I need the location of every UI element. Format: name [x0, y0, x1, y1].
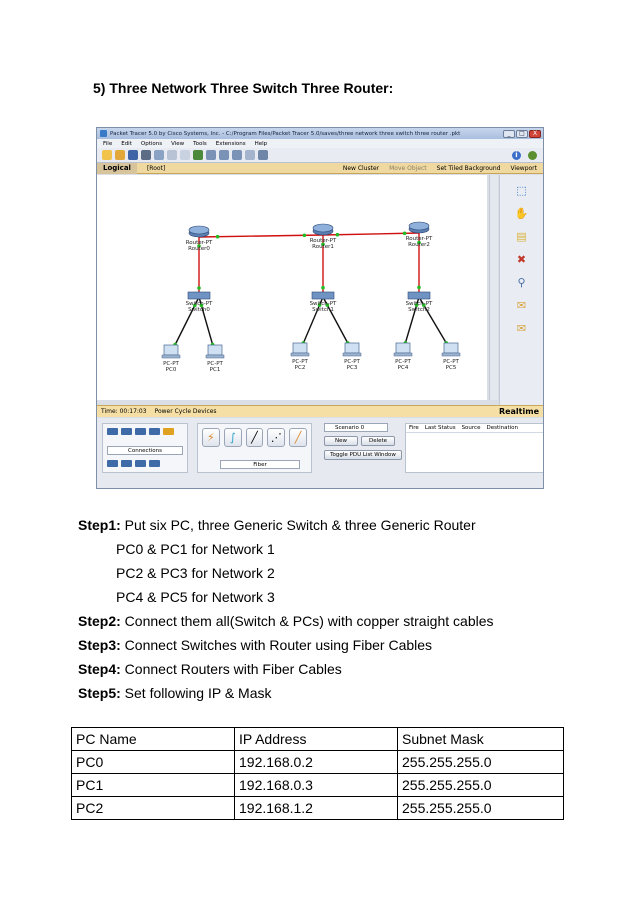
copper-straight-icon[interactable]: ╱	[246, 428, 264, 447]
zoom-out-icon[interactable]	[232, 150, 242, 160]
custom-devices-category-icon[interactable]	[135, 460, 146, 467]
port-indicator	[403, 232, 407, 236]
delete-icon[interactable]: ✖	[516, 253, 527, 266]
router-top	[409, 222, 429, 230]
new-cluster-button[interactable]: New Cluster	[342, 164, 380, 172]
add-complex-pdu-icon[interactable]: ✉	[516, 322, 527, 335]
menu-tools[interactable]: Tools	[193, 140, 207, 147]
window-titlebar	[97, 128, 543, 139]
switch-icon	[312, 292, 334, 299]
port-indicator	[336, 233, 340, 237]
ip-address-table	[71, 727, 564, 820]
menu-bar	[97, 139, 543, 148]
pc-icon	[164, 345, 178, 355]
zoom-reset-icon[interactable]	[219, 150, 229, 160]
connections-category-icon[interactable]	[163, 428, 174, 435]
move-object-button[interactable]: Move Object	[389, 164, 427, 172]
pc-name-label: PC4	[397, 365, 409, 371]
cell-subnet-mask: 255.255.255.0	[398, 774, 564, 797]
maximize-button[interactable]: □	[516, 130, 528, 138]
canvas-scrollbar[interactable]	[489, 175, 498, 400]
header-pc-name: PC Name	[72, 728, 235, 751]
root-label[interactable]: [Root]	[146, 164, 166, 172]
switch-name-label: Switch0	[188, 307, 210, 313]
col-last-status: Last Status	[424, 425, 456, 431]
move-hand-icon[interactable]: ✋	[514, 207, 529, 220]
switch-type-label: Switch-PT	[185, 301, 213, 307]
scenario-select[interactable]: Scenario 0	[324, 423, 388, 432]
bottom-panel	[97, 418, 544, 489]
router-top	[313, 224, 333, 232]
main-toolbar	[97, 148, 543, 163]
port-indicator	[321, 286, 325, 290]
switch-type-label: Switch-PT	[309, 301, 337, 307]
step-3: Step3: Connect Switches with Router using Fiber Cables	[78, 637, 433, 653]
col-source: Source	[461, 425, 481, 431]
cell-subnet-mask: 255.255.255.0	[398, 797, 564, 820]
table-header-row	[72, 728, 564, 751]
step-4: Step4: Connect Routers with Fiber Cables	[78, 661, 342, 677]
cell-pc-name: PC0	[72, 751, 235, 774]
router-name-label: Router1	[312, 244, 334, 250]
menu-view[interactable]: View	[171, 140, 185, 147]
copy-icon[interactable]	[167, 150, 177, 160]
topology-canvas[interactable]	[97, 175, 487, 400]
pdu-list	[405, 423, 544, 473]
minimize-button[interactable]: _	[503, 130, 515, 138]
open-folder-icon[interactable]	[115, 150, 125, 160]
pc-name-label: PC0	[165, 367, 177, 373]
pc-icon	[208, 345, 222, 355]
new-file-icon[interactable]	[102, 150, 112, 160]
close-button[interactable]: X	[529, 130, 541, 138]
new-scenario-button[interactable]: New	[324, 436, 358, 446]
port-indicator	[303, 234, 307, 238]
side-tools	[499, 175, 543, 405]
pc-base	[291, 353, 309, 356]
port-indicator	[417, 286, 421, 290]
power-cycle-button[interactable]: Power Cycle Devices	[154, 408, 217, 415]
pc-base	[206, 355, 224, 358]
delete-scenario-button[interactable]: Delete	[361, 436, 395, 446]
switch-type-label: Switch-PT	[405, 301, 433, 307]
switch-icon	[408, 292, 430, 299]
step-2: Step2: Connect them all(Switch & PCs) with copper straight cables	[78, 613, 494, 629]
table-row	[72, 774, 564, 797]
switch-name-label: Switch2	[408, 307, 430, 313]
fiber-cable-icon[interactable]: ╱	[289, 428, 307, 447]
pc-icon	[396, 343, 410, 353]
copper-cross-icon[interactable]: ⋰	[267, 428, 285, 447]
topology-diagram	[97, 175, 487, 400]
switch-icon	[188, 292, 210, 299]
zoom-in-icon[interactable]	[206, 150, 216, 160]
fiber-label: Fiber	[220, 460, 300, 469]
pc-type-label: PC-PT	[344, 359, 360, 365]
pdu-list-header	[406, 424, 544, 433]
pc-type-label: PC-PT	[207, 361, 223, 367]
custom-devices-icon[interactable]	[258, 150, 268, 160]
scenario-panel	[320, 423, 402, 473]
pc-icon	[293, 343, 307, 353]
step-1-network-1: PC0 & PC1 for Network 1	[116, 541, 275, 557]
device-type-panel	[102, 423, 188, 473]
pc-name-label: PC3	[346, 365, 358, 371]
cell-ip-address: 192.168.0.2	[235, 751, 398, 774]
pc-type-label: PC-PT	[443, 359, 459, 365]
step-5: Step5: Set following IP & Mask	[78, 685, 272, 701]
inspect-icon[interactable]: ⚲	[517, 276, 526, 289]
app-icon	[100, 130, 107, 137]
step-1-network-3: PC4 & PC5 for Network 3	[116, 589, 275, 605]
router-name-label: Router0	[188, 246, 210, 252]
router-type-label: Router-PT	[185, 240, 213, 246]
router-top	[189, 226, 209, 234]
menu-options[interactable]: Options	[140, 140, 163, 147]
logical-tab[interactable]: Logical	[97, 163, 137, 174]
pc-name-label: PC1	[209, 367, 221, 373]
select-icon[interactable]: ⬚	[516, 184, 527, 197]
pc-base	[162, 355, 180, 358]
viewport-button[interactable]: Viewport	[510, 164, 537, 172]
print-icon[interactable]	[141, 150, 151, 160]
cisco-icon	[528, 151, 537, 160]
wireless-category-icon[interactable]	[149, 428, 160, 435]
table-row	[72, 751, 564, 774]
realtime-mode[interactable]: Realtime	[498, 407, 539, 416]
wan-emulation-category-icon[interactable]	[121, 460, 132, 467]
place-note-icon[interactable]: ▤	[516, 230, 527, 243]
step-1: Step1: Put six PC, three Generic Switch & three Generic Router	[78, 517, 476, 533]
set-tiled-background-button[interactable]: Set Tiled Background	[436, 164, 501, 172]
pc-name-label: PC2	[294, 365, 306, 371]
port-indicator	[197, 286, 201, 290]
pc-type-label: PC-PT	[163, 361, 179, 367]
col-destination: Destination	[486, 425, 519, 431]
pc-base	[343, 353, 361, 356]
cell-pc-name: PC2	[72, 797, 235, 820]
routers-category-icon[interactable]	[107, 428, 118, 435]
hubs-category-icon[interactable]	[135, 428, 146, 435]
router-type-label: Router-PT	[309, 238, 337, 244]
toggle-pdu-list-button[interactable]: Toggle PDU List Window	[324, 450, 402, 460]
cell-ip-address: 192.168.1.2	[235, 797, 398, 820]
section-heading: 5) Three Network Three Switch Three Router:	[93, 80, 394, 96]
end-devices-category-icon[interactable]	[107, 460, 118, 467]
step-1-network-2: PC2 & PC3 for Network 2	[116, 565, 275, 581]
connection-types-panel	[197, 423, 312, 473]
menu-help[interactable]: Help	[254, 140, 268, 147]
status-bar	[97, 405, 544, 417]
menu-extensions[interactable]: Extensions	[215, 140, 246, 147]
pc-type-label: PC-PT	[292, 359, 308, 365]
save-icon[interactable]	[128, 150, 138, 160]
header-ip-address: IP Address	[235, 728, 398, 751]
col-fire: Fire	[409, 425, 419, 431]
drawing-palette-icon[interactable]	[245, 150, 255, 160]
router-name-label: Router2	[408, 242, 430, 248]
workspace-bar	[97, 163, 543, 174]
auto-connection-icon[interactable]: ⚡	[202, 428, 220, 447]
cell-ip-address: 192.168.0.3	[235, 774, 398, 797]
sim-time: Time: 00:17:03	[101, 408, 147, 415]
menu-edit[interactable]: Edit	[121, 140, 132, 147]
steps-list	[78, 513, 494, 705]
header-subnet-mask: Subnet Mask	[398, 728, 564, 751]
pc-base	[394, 353, 412, 356]
pc-base	[442, 353, 460, 356]
table-row	[72, 797, 564, 820]
pc-type-label: PC-PT	[395, 359, 411, 365]
window-title: Packet Tracer 5.0 by Cisco Systems, Inc. - C:/Program Files/Packet Tracer 5.0/saves/three network three switch three router .pkt	[110, 130, 461, 137]
cell-subnet-mask: 255.255.255.0	[398, 751, 564, 774]
help-icon[interactable]: i	[512, 151, 521, 160]
undo-icon[interactable]	[193, 150, 203, 160]
add-simple-pdu-icon[interactable]: ✉	[516, 299, 527, 312]
menu-file[interactable]: File	[103, 140, 113, 147]
port-indicator	[216, 235, 220, 239]
pc-name-label: PC5	[445, 365, 457, 371]
activity-wizard-icon[interactable]	[154, 150, 164, 160]
switch-name-label: Switch1	[312, 307, 334, 313]
pc-icon	[345, 343, 359, 353]
switches-category-icon[interactable]	[121, 428, 132, 435]
cell-pc-name: PC1	[72, 774, 235, 797]
paste-icon[interactable]	[180, 150, 190, 160]
pc-icon	[444, 343, 458, 353]
packet-tracer-screenshot	[96, 127, 544, 489]
connections-label: Connections	[107, 446, 183, 455]
router-type-label: Router-PT	[405, 236, 433, 242]
console-cable-icon[interactable]: ∫	[224, 428, 242, 447]
multiuser-category-icon[interactable]	[149, 460, 160, 467]
